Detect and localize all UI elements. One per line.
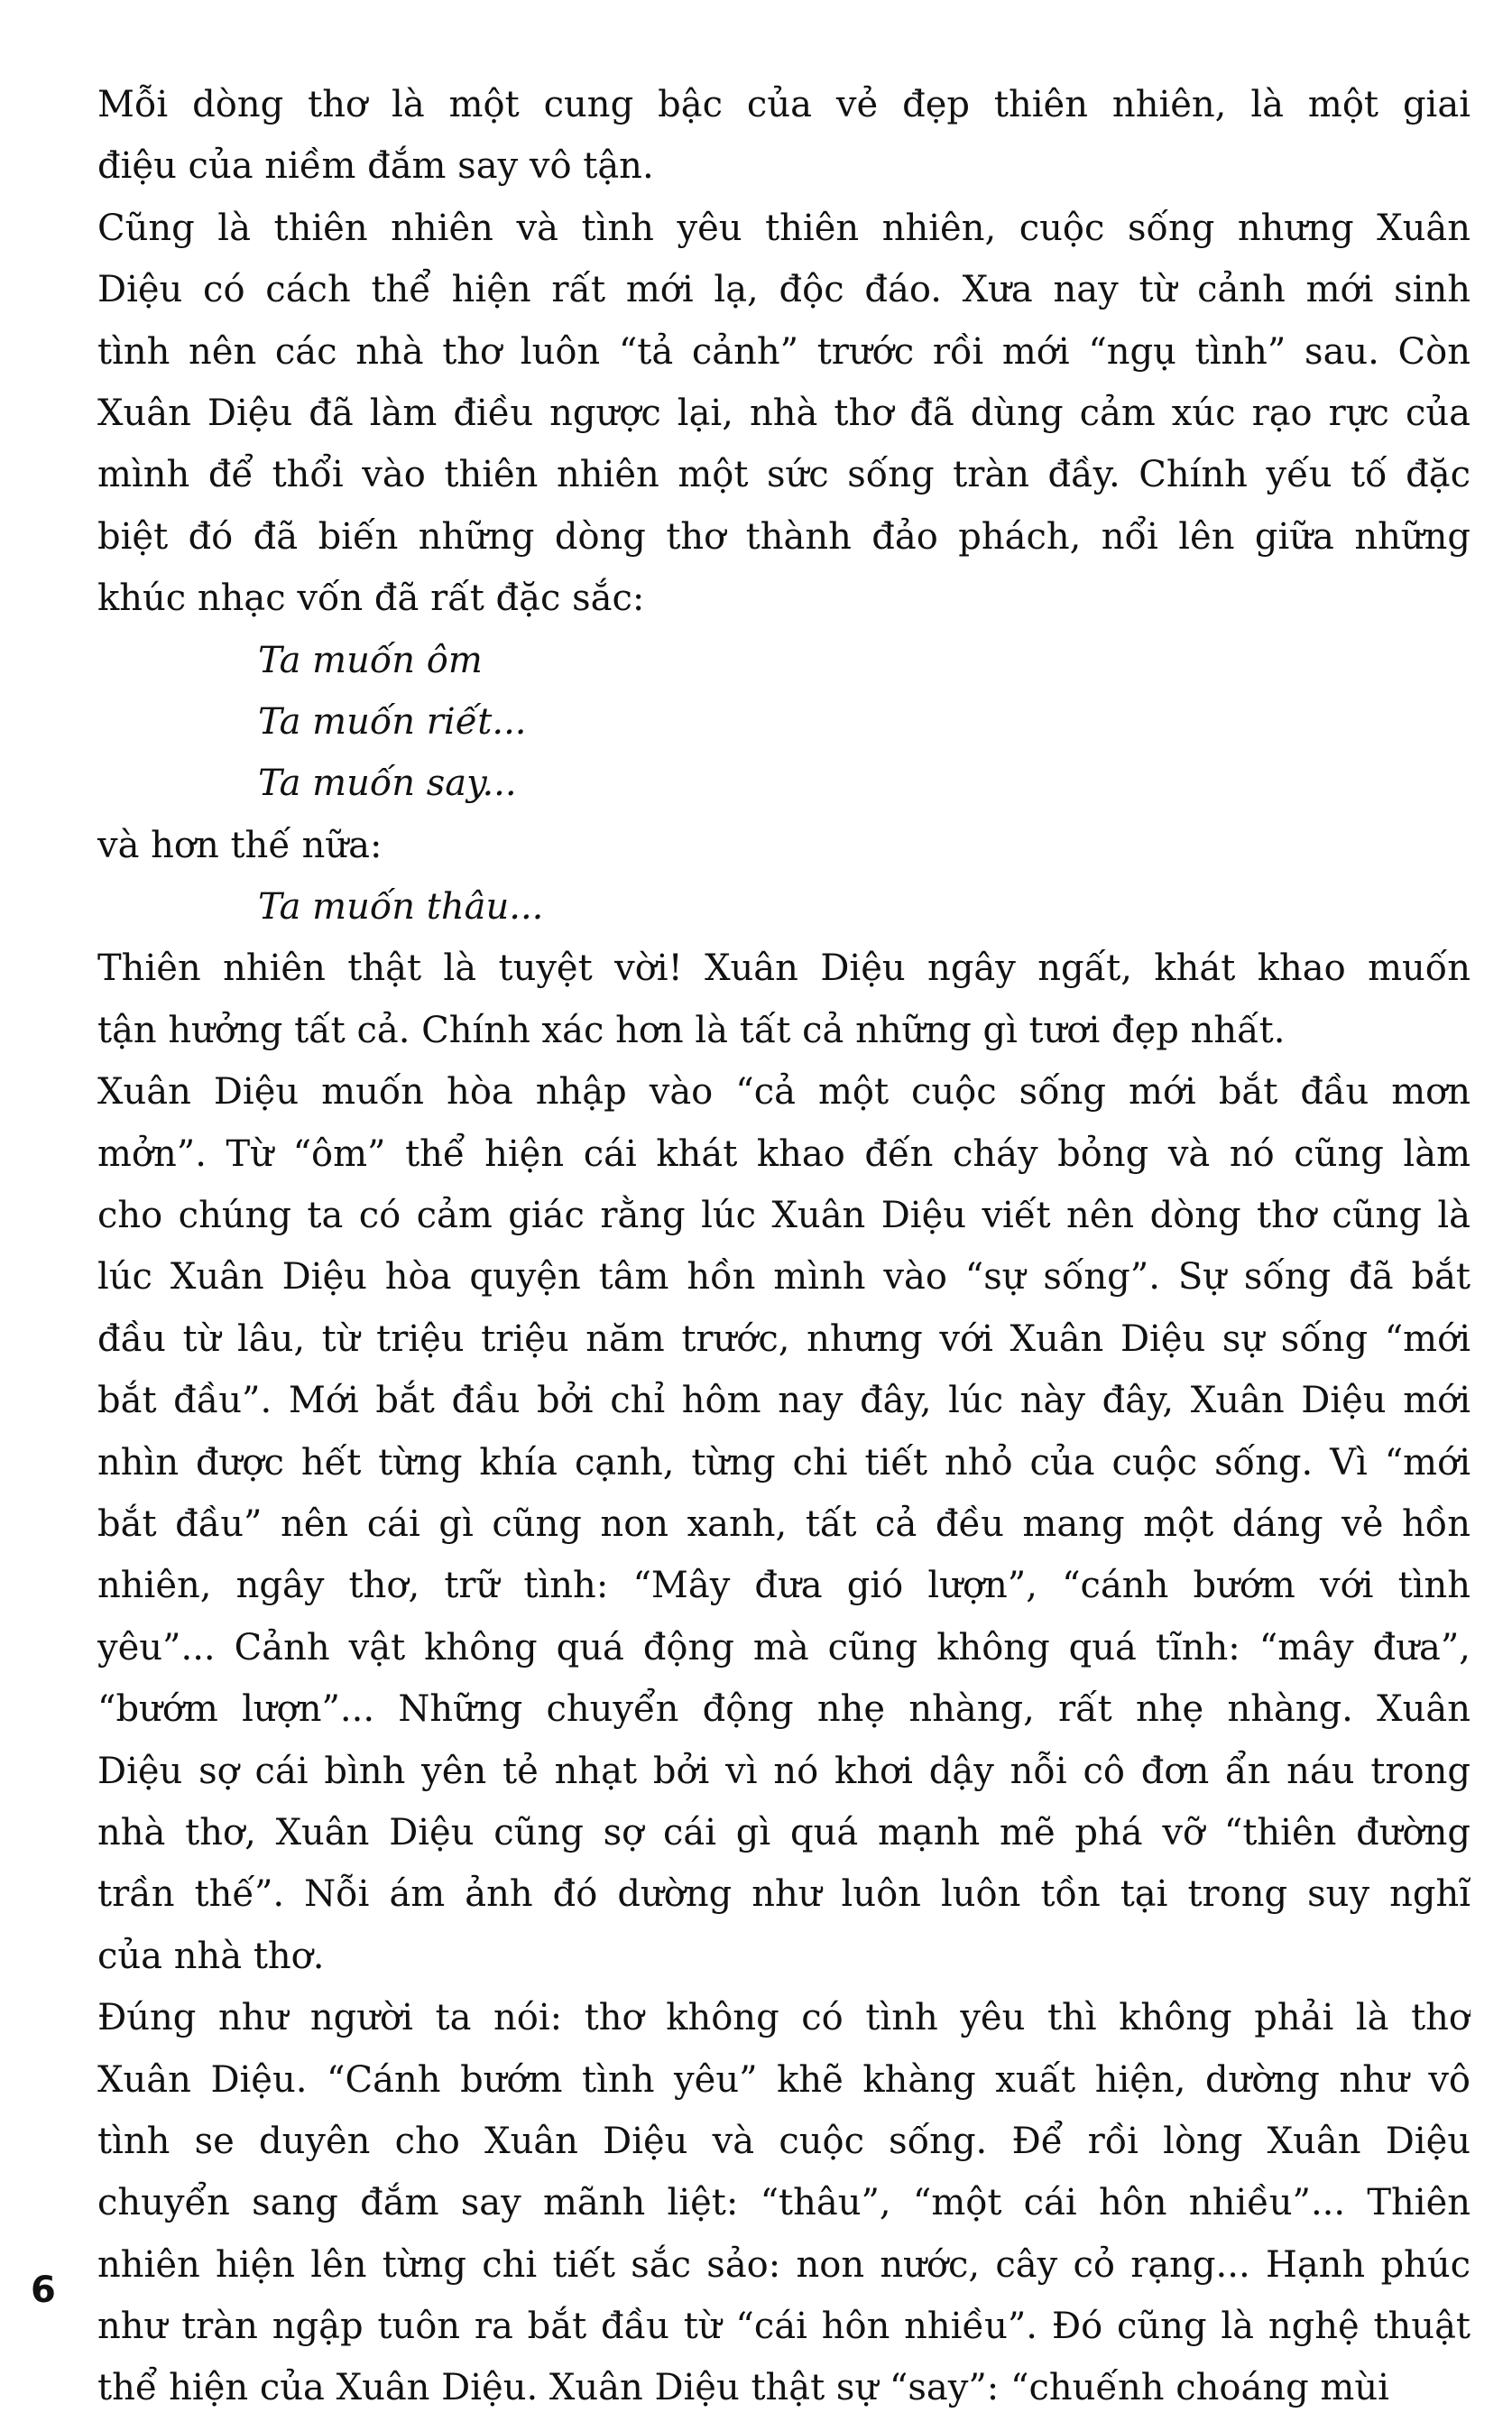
text-line: nhà thơ, Xuân Diệu cũng sợ cái gì quá mạnh mẽ phá vỡ “thiên đường — [97, 1811, 1471, 1853]
paragraph-first-line: Cũng là thiên nhiên và tình yêu thiên nhiên, cuộc sống nhưng Xuân — [97, 207, 1471, 249]
text-line: mởn”. Từ “ôm” thể hiện cái khát khao đến cháy bỏng và nó cũng làm — [97, 1132, 1471, 1175]
text-line: Xuân Diệu đã làm điều ngược lại, nhà thơ đã dùng cảm xúc rạo rực của — [97, 392, 1471, 434]
text-line: Diệu có cách thể hiện rất mới lạ, độc đáo. Xưa nay từ cảnh mới sinh — [97, 269, 1471, 311]
text-line: lúc Xuân Diệu hòa quyện tâm hồn mình vào “sự sống”. Sự sống đã bắt — [97, 1256, 1471, 1299]
text-line: Diệu sợ cái bình yên tẻ nhạt bởi vì nó khơi dậy nỗi cô đơn ẩn náu trong — [97, 1750, 1471, 1792]
poem-line: Ta muốn ôm — [258, 639, 483, 681]
page-number: 6 — [31, 2269, 56, 2311]
text-line: chuyển sang đắm say mãnh liệt: “thâu”, “một cái hôn nhiều”... Thiên — [97, 2182, 1471, 2224]
paragraph-first-line: Đúng như người ta nói: thơ không có tình yêu thì không phải là thơ — [97, 1997, 1471, 2039]
text-line: yêu”... Cảnh vật không quá động mà cũng không quá tĩnh: “mây đưa”, — [97, 1626, 1471, 1669]
text-line: nhiên hiện lên từng chi tiết sắc sảo: non nước, cây cỏ rạng... Hạnh phúc — [97, 2243, 1471, 2286]
text-line: tận hưởng tất cả. Chính xác hơn là tất cả những gì tươi đẹp nhất. — [97, 1009, 1286, 1051]
paragraph-first-line: Thiên nhiên thật là tuyệt vời! Xuân Diệu ngây ngất, khát khao muốn — [97, 948, 1471, 990]
text-line: khúc nhạc vốn đã rất đặc sắc: — [97, 578, 645, 620]
paragraph-first-line: Mỗi dòng thơ là một cung bậc của vẻ đẹp thiên nhiên, là một giai — [97, 84, 1471, 125]
text-line: và hơn thế nữa: — [97, 824, 383, 866]
text-line: nhìn được hết từng khía cạnh, từng chi tiết nhỏ của cuộc sống. Vì “mới — [97, 1441, 1471, 1484]
text-line: như tràn ngập tuôn ra bắt đầu từ “cái hôn nhiều”. Đó cũng là nghệ thuật — [97, 2306, 1471, 2348]
text-line: của nhà thơ. — [97, 1935, 325, 1977]
text-line: nhiên, ngây thơ, trữ tình: “Mây đưa gió lượn”, “cánh bướm với tình — [97, 1565, 1471, 1607]
paragraph-first-line: Xuân Diệu muốn hòa nhập vào “cả một cuộc sống mới bắt đầu mơn — [97, 1071, 1471, 1114]
poem-line: Ta muốn thâu... — [258, 886, 544, 929]
page-body — [97, 74, 1471, 2419]
text-line: tình se duyên cho Xuân Diệu và cuộc sống. Để rồi lòng Xuân Diệu — [97, 2120, 1471, 2162]
text-line: biệt đó đã biến những dòng thơ thành đảo phách, nổi lên giữa những — [97, 515, 1471, 558]
poem-line: Ta muốn say... — [258, 763, 517, 805]
text-line: đầu từ lâu, từ triệu triệu năm trước, nhưng với Xuân Diệu sự sống “mới — [97, 1317, 1471, 1360]
poem-line: Ta muốn riết... — [258, 700, 527, 743]
text-line: “bướm lượn”... Những chuyển động nhẹ nhàng, rất nhẹ nhàng. Xuân — [97, 1688, 1471, 1731]
text-line: điệu của niềm đắm say vô tận. — [97, 145, 654, 188]
text-line: tình nên các nhà thơ luôn “tả cảnh” trước rồi mới “ngụ tình” sau. Còn — [97, 330, 1471, 373]
text-line: Xuân Diệu. “Cánh bướm tình yêu” khẽ khàng xuất hiện, dường như vô — [97, 2058, 1471, 2101]
text-line: bắt đầu” nên cái gì cũng non xanh, tất cả đều mang một dáng vẻ hồn — [97, 1502, 1471, 1545]
text-line: bắt đầu”. Mới bắt đầu bởi chỉ hôm nay đây, lúc này đây, Xuân Diệu mới — [97, 1380, 1471, 1422]
text-line: cho chúng ta có cảm giác rằng lúc Xuân Diệu viết nên dòng thơ cũng là — [97, 1195, 1471, 1237]
text-line: trần thế”. Nỗi ám ảnh đó dường như luôn luôn tồn tại trong suy nghĩ — [97, 1873, 1471, 1916]
text-line: thể hiện của Xuân Diệu. Xuân Diệu thật sự “say”: “chuếnh choáng mùi — [97, 2367, 1389, 2409]
text-line: mình để thổi vào thiên nhiên một sức sống tràn đầy. Chính yếu tố đặc — [97, 454, 1471, 496]
